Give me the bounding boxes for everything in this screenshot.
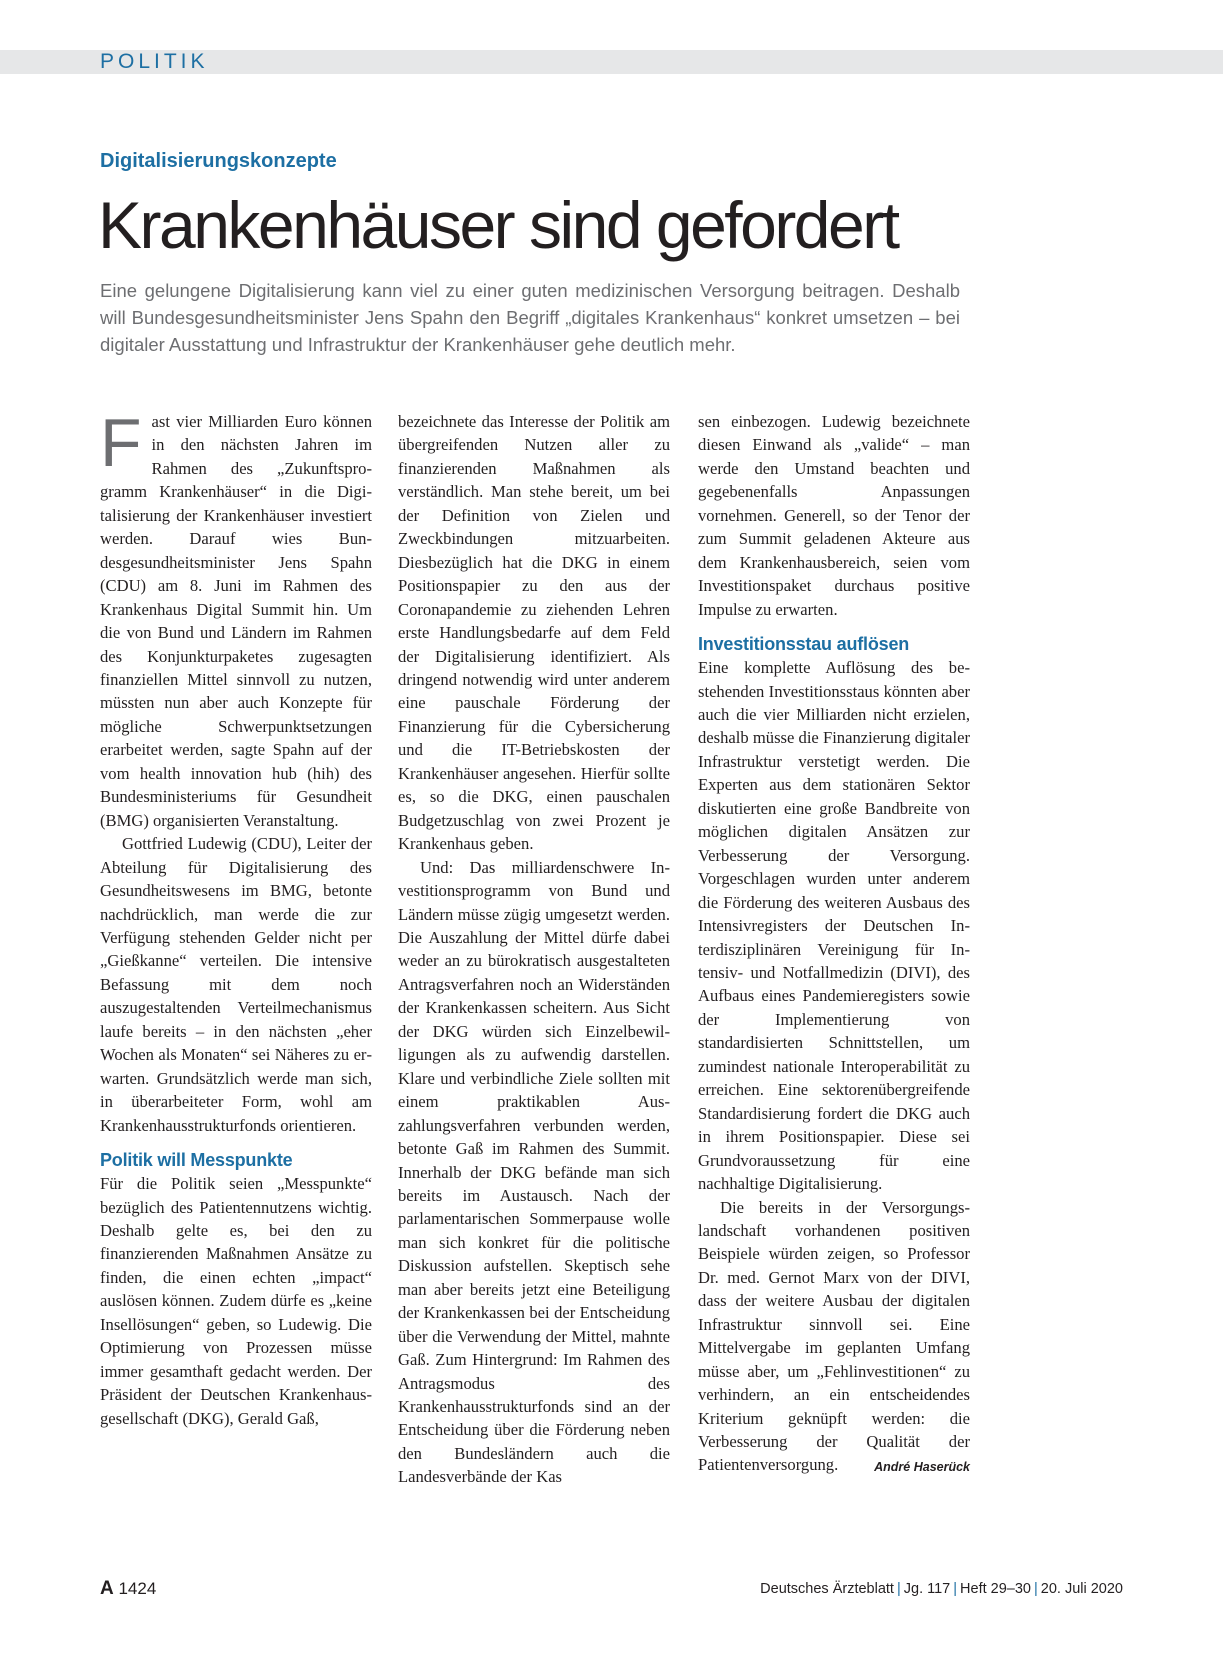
subheading-investitionsstau-aufloesen: Investitionsstau auflösen [698, 634, 910, 655]
paragraph-3-part-2: bezeichnete das Interesse der Politik am übergreifenden Nutzen aller zu finanzierenden Maßnahmen als verständlich. Man stehe bereit, um bei der Definition von Zielen und Zweckbindungen mitzuarbeiten. Diesbezüglich hat die DKG in einem Positionspapier zu den aus der Coronapandemie zu ziehenden Lehren erste Handlungsbedarfe auf dem Feld der Digitalisierung identifiziert. Als dringend notwendig wird unter anderem eine pauschale Förderung der Finanzierung für die Cybersicherung und die IT-Betriebskosten der Krankenhäuser angesehen. Hierfür sollte es, so die DKG, einen pauschalen Budgetzuschlag von zwei Prozent je Krankenhaus geben. [398, 412, 670, 854]
journal-info [760, 1581, 1123, 1597]
author-byline: André Haserück [874, 1460, 970, 1475]
article-lead: Eine gelungene Digitalisierung kann viel zu einer guten medizinischen Versorgung beitragen. Deshalb will Bundesgesundheitsminister Jens Spahn den Begriff „digitales Krankenhaus“ konkret umsetzen – bei digitaler Ausstattung und Infrastruktur der Krankenhäuser gehe deutlich mehr. [100, 280, 960, 355]
separator: | [896, 1581, 901, 1597]
article-column-1 [100, 405, 372, 1430]
article-column-3 [698, 410, 970, 1480]
paragraph-4-part-2: sen einbezogen. Ludewig bezeichnete diesen Einwand als „valide“ – man werde den Umstand beachten und gegebenenfalls Anpassungen vornehmen. Generell, so der Tenor der zum Summit geladenen Akteure aus dem Krankenhausbereich, seien vom Investitionspaket durchaus positive Impulse zu erwarten. [698, 412, 970, 619]
page-prefix: A [100, 1578, 114, 1599]
article-kicker: Digitalisierungskonzepte [100, 150, 337, 172]
paragraph-4-part-1: Und: Das milliardenschwere Investitionsprogramm von Bund und Ländern müsse zügig umgesetzt werden. Die Auszahlung der Mittel dürfe dabei weder an zu bürokratisch ausgestalteten Antragsverfahren noch an Widerständen der Krankenkassen scheitern. Aus Sicht der DKG würden sich Einzelbewilligungen als zu aufwendig darstellen. Klare und verbindliche Ziele sollten mit einem praktikablen Auszahlungsverfahren verbunden werden, betonte Gaß im Rahmen des Summit. Innerhalb der DKG befände man sich bereits im Austausch. Nach der parlamentarischen Sommerpause wolle man sich konkret für die politische Diskussion aufstellen. Skeptisch sehe man aber bereits jetzt eine Beteiligung der Krankenkassen bei der Entscheidung über die Verwendung der Mittel, mahnte Gaß. Zum Hintergrund: Im Rahmen des Antragsmodus des Krankenhausstrukturfonds sind an der Entscheidung über die Förderung neben den Bundesländern auch die Landesverbände der Kas [398, 857, 670, 1487]
journal-name: Deutsches Ärzteblatt [760, 1581, 894, 1597]
article-column-2 [398, 410, 670, 1489]
drop-cap: F [100, 405, 142, 481]
journal-date: 20. Juli 2020 [1040, 1581, 1123, 1597]
separator: | [1033, 1581, 1038, 1597]
page-number-value: 1424 [118, 1579, 157, 1598]
paragraph-5: Eine komplette Auflösung des bestehenden Investitionsstaus könnten aber auch die vier Milliarden nicht erzielen, deshalb müsse die Finanzierung digitaler Infrastruktur verstetigt werden. Die Experten aus dem stationären Sektor diskutierten eine große Bandbreite von möglichen digitalen Ansätzen zur Verbesserung der Versorgung. Vorgeschlagen wurden unter anderem die Förderung des weiteren Ausbaus des Intensivregisters der Deutschen Interdisziplinären Vereinigung für Intensiv- und Notfallmedizin (DIVI), des Aufbaus eines Pandemieregisters sowie der Implementierung von standardisierten Schnittstellen, um zumindest nationale Interoperabilität zu erreichen. Eine sektorenübergreifende Standardisierung fordert die DKG auch in ihrem Positionspapier. Diese sei Grundvoraussetzung für eine nachhaltige Digitalisierung. [698, 658, 970, 1194]
page-number [100, 1578, 156, 1600]
paragraph-6 [698, 1196, 970, 1477]
section-label: POLITIK [100, 50, 209, 73]
article-title: Krankenhäuser sind gefordert [98, 188, 898, 262]
journal-volume: Jg. 117 [903, 1581, 951, 1597]
separator: | [953, 1581, 958, 1597]
journal-issue: Heft 29–30 [960, 1581, 1031, 1597]
paragraph-2: Gottfried Ludewig (CDU), Leiter der Abteilung für Digitalisierung des Gesundheitswesens im BMG, betonte nachdrücklich, man werde die zur Verfügung stehenden Gelder nicht per „Gießkanne“ verteilen. Die intensive Befassung mit dem noch auszugestaltenden Verteilmechanismus laufe bereits – in den nächsten „eher Wochen als Monaten“ sei Näheres zu erwarten. Grundsätzlich werde man sich, in überarbeiteter Form, wohl am Krankenhausstrukturfonds orientieren. [100, 834, 372, 1135]
subheading-politik-will-messpunkte: Politik will Messpunkte [100, 1150, 293, 1171]
paragraph-6-text: Die bereits in der Versorgungslandschaft vorhandenen positiven Beispiele würden zeigen, so Professor Dr. med. Gernot Marx von der DIVI, dass der weitere Ausbau der digitalen Infrastruktur sinnvoll sei. Eine Mittelvergabe im geplanten Umfang müsse aber, um „Fehlinvestitionen“ zu verhindern, an ein entscheidendes Kriterium geknüpft werden: die Verbesserung der Qualität der Patientenversorgung. [698, 1197, 970, 1475]
paragraph-3-part-1: Für die Politik seien „Messpunkte“ bezüglich des Patientennutzens wichtig. Deshalb gelte es, bei den zu finanzierenden Maßnahmen Ansätze zu finden, die einen echten „impact“ auslösen können. Zudem dürfe es „keine Insellösungen“ geben, so Ludewig. Die Optimierung von Prozessen müsse immer gesamthaft gedacht werden. Der Präsident der Deutschen Krankenhausgesellschaft (DKG), Gerald Gaß, [100, 1174, 372, 1428]
paragraph-1: ast vier Milliarden Euro können in den nächsten Jahren im Rahmen des „Zukunftsprogramm Krankenhäuser“ in die Digitalisierung der Krankenhäuser investiert werden. Darauf wies Bundesgesundheitsminister Jens Spahn (CDU) am 8. Juni im Rahmen des Krankenhaus Digital Summit hin. Um die von Bund und Ländern im Rahmen des Konjunkturpaketes zugesagten finanziellen Mittel sinnvoll zu nutzen, müssten nun aber auch Konzepte für mögliche Schwerpunktsetzungen erarbeitet werden, sagte Spahn auf der vom health innovation hub (hih) des Bundesministeriums für Gesundheit (BMG) organisierten Veranstaltung. [100, 412, 372, 830]
